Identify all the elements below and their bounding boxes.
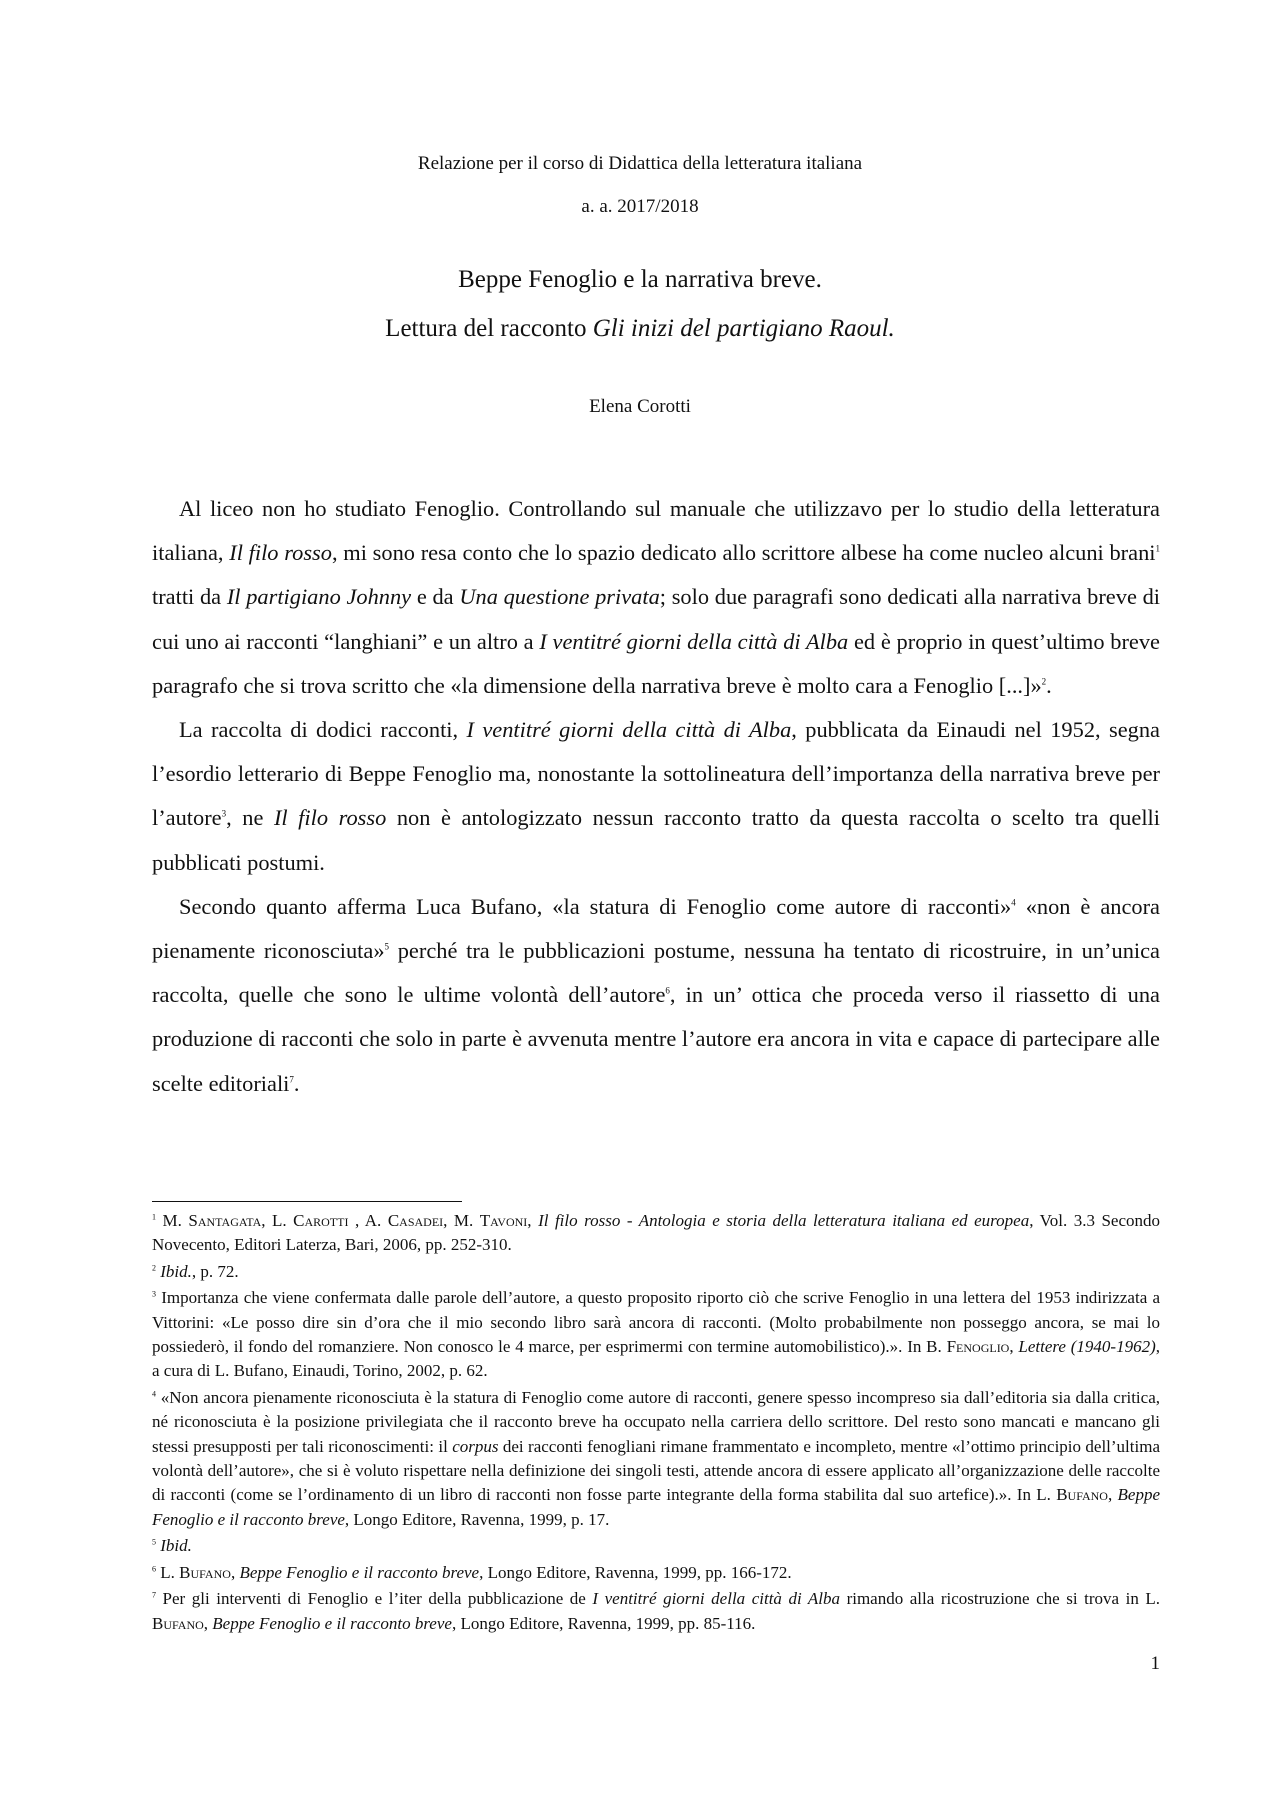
italic-title: Ibid. <box>160 1536 192 1556</box>
text-run: , Longo Editore, Ravenna, 1999, p. 17. <box>344 1509 610 1529</box>
italic-title: Beppe Fenoglio e il racconto breve <box>212 1613 452 1633</box>
text-run: , p. 72. <box>191 1261 239 1281</box>
text-run: La raccolta di dodici racconti, <box>179 717 467 743</box>
italic-title: I ventitré giorni della città di Alba <box>539 628 849 654</box>
text-run: , Vol. 3.3 Secondo Novecento, Editori Laterza, Bari, 2006, pp. 252-310. <box>152 1211 1161 1255</box>
footnote-ref: 1 <box>1155 543 1160 554</box>
text-run: tratti da <box>152 584 227 610</box>
text-run: , M. <box>443 1211 480 1230</box>
author-surname: Bufano <box>152 1613 204 1633</box>
footnote-number: 4 <box>152 1389 156 1399</box>
footnote-2 <box>152 1260 1160 1284</box>
footnote-number: 7 <box>152 1590 156 1600</box>
italic-title: I ventitré giorni della città di Alba <box>592 1589 841 1609</box>
italic-title: Il filo rosso - Antologia e storia della letteratura italiana ed europea <box>538 1211 1030 1230</box>
text-run: Al liceo non ho studiato Fenoglio. Controllando sul manuale che utilizzavo per lo studio della letteratura italiana, <box>152 496 1160 566</box>
text-run: , <box>527 1211 539 1230</box>
text-run: , ne <box>226 805 274 831</box>
footnote-ref: 2 <box>1041 676 1047 687</box>
text-run: . <box>1046 672 1052 698</box>
text-run: , mi sono resa conto che lo spazio dedicato allo scrittore albese ha come nucleo alcuni brani <box>331 540 1156 566</box>
footnote-number: 2 <box>152 1263 156 1273</box>
text-run: e da <box>411 584 460 610</box>
author-surname: Carotti <box>293 1211 349 1230</box>
paragraph-1 <box>152 487 1160 708</box>
footnote-ref: 3 <box>221 808 227 819</box>
italic-title: Una questione privata <box>459 584 660 610</box>
author-surname: Bufano <box>179 1562 231 1582</box>
text-run: , in un’ ottica che proceda verso il riassetto di una produzione di racconti che solo in parte è avvenuta mentre l’autore era ancora in vita e capace di partecipare alle scelte editoriali <box>152 982 1160 1096</box>
paragraph-3 <box>152 885 1160 1106</box>
footnote-3 <box>152 1286 1160 1384</box>
text-run: dei racconti fenogliani rimane frammentato e incompleto, mentre «l’ottimo principio dell’ultima volontà dell’autore», che si è voluto rispettare nella definizione dei singoli testi, attende ancora di essere applicato all’organizzazione delle raccolte di racconti (come se l’ordinamento di un libro di racconti non fosse parte integrante della forma stabilita dal suo artefice).». In L. <box>152 1436 1160 1505</box>
text-run: perché tra le pubblicazioni postume, nessuna ha tentato di ricostruire, in un’unica raccolta, quelle che sono le ultime volontà dell’autore <box>152 938 1160 1008</box>
italic-title: I ventitré giorni della città di Alba <box>466 717 792 743</box>
italic-title: Beppe Fenoglio e il racconto breve <box>152 1485 1161 1529</box>
footnote-number: 5 <box>152 1537 156 1547</box>
text-run: Importanza che viene confermata dalle parole dell’autore, a questo proposito riporto ciò che scrive Fenoglio in una lettera del 1953 indirizzata a Vittorini: «Le posso dire sin d’ora che il mio secondo libro sarà ancora di racconti. (Molto probabilmente non posseggo ancora, se mai lo possiederò, il fondo del romanziere. Non conosco le 4 marce, per esprimermi con termine automobilistico).». In B. <box>152 1288 1160 1357</box>
text-run: , Longo Editore, Ravenna, 1999, pp. 85-116. <box>451 1613 756 1633</box>
text-run: , pubblicata da Einaudi nel 1952, segna l’esordio letterario di Beppe Fenoglio ma, nonostante la sottolineatura dell’importanza della narrativa breve per l’autore <box>152 717 1160 831</box>
author-surname: Casadei <box>387 1211 444 1230</box>
footnote-number: 3 <box>152 1289 156 1299</box>
footnote-number: 1 <box>152 1212 156 1222</box>
author-surname: Fenoglio <box>946 1337 1010 1357</box>
footnote-5 <box>152 1534 1160 1558</box>
course-line: Relazione per il corso di Didattica della letteratura italiana <box>417 153 863 174</box>
title-line-2 <box>0 315 1280 343</box>
italic-title: Ibid. <box>160 1261 192 1281</box>
text-run: Secondo quanto afferma Luca Bufano, «la statura di Fenoglio come autore di racconti» <box>179 893 1012 919</box>
text-run: , A. <box>348 1211 388 1230</box>
footnote-ref: 7 <box>289 1074 294 1085</box>
text-run: «Non ancora pienamente riconosciuta è la statura di Fenoglio come autore di racconti, genere spesso incompreso sia dall’editoria sia dalla critica, né riconosciuta è la posizione privilegiata che il racconto breve ha occupato nella carriera dello scrittore. Del resto sono mancati e mancano gli stessi presupposti per tali riconoscimenti: il <box>152 1387 1160 1456</box>
text-run: , <box>1009 1337 1019 1357</box>
italic-word: corpus <box>452 1436 499 1456</box>
text-run: , <box>230 1562 240 1582</box>
footnote-ref: 5 <box>384 941 390 952</box>
text-run: L. <box>156 1562 180 1582</box>
title-line-1: Beppe Fenoglio e la narrativa breve. <box>458 266 822 293</box>
academic-year-line: a. a. 2017/2018 <box>581 196 699 217</box>
italic-title: Lettere (1940-1962) <box>1018 1337 1156 1357</box>
footnote-ref: 6 <box>665 985 670 996</box>
footnote-7 <box>152 1587 1160 1636</box>
title-line-2-prefix: Lettura del racconto <box>385 315 593 342</box>
text-run: non è antologizzato nessun racconto tratto da questa raccolta o scelto tra quelli pubblicati postumi. <box>152 805 1160 875</box>
body-text <box>152 487 1160 1106</box>
footnote-6 <box>152 1561 1160 1585</box>
author-surname: Santagata <box>188 1211 262 1230</box>
story-title: Gli inizi del partigiano Raoul. <box>592 315 895 342</box>
text-run: M. <box>156 1211 189 1230</box>
author-surname: Bufano <box>1056 1485 1108 1505</box>
footnote-ref: 4 <box>1011 897 1016 908</box>
text-run: Per gli interventi di Fenoglio e l’iter della pubblicazione de <box>156 1589 593 1609</box>
italic-title: Beppe Fenoglio e il racconto breve <box>239 1562 480 1582</box>
page-number: 1 <box>1150 1653 1160 1674</box>
text-run: ed è proprio in quest’ultimo breve paragrafo che si trova scritto che «la dimensione della narrativa breve è molto cara a Fenoglio [...]» <box>152 628 1160 698</box>
text-run: , L. <box>261 1211 294 1230</box>
footnote-1 <box>152 1209 1160 1258</box>
italic-title: Il filo rosso <box>229 540 332 566</box>
text-run: , Longo Editore, Ravenna, 1999, pp. 166-172. <box>479 1562 792 1582</box>
footnote-number: 6 <box>152 1564 156 1574</box>
text-run: , <box>1107 1485 1118 1505</box>
text-run: , a cura di L. Bufano, Einaudi, Torino, 2002, p. 62. <box>152 1337 1160 1381</box>
footnotes <box>152 1209 1160 1638</box>
author-surname: Tavoni <box>479 1211 528 1230</box>
text-run: rimando alla ricostruzione che si trova in L. <box>840 1589 1161 1609</box>
italic-title: Il partigiano Johnny <box>226 584 412 610</box>
footnote-4 <box>152 1386 1160 1532</box>
italic-title: Il filo rosso <box>273 805 387 831</box>
text-run: . <box>293 1070 300 1096</box>
paragraph-2 <box>152 708 1160 885</box>
text-run: ; solo due paragrafi sono dedicati alla narrativa breve di cui uno ai racconti “langhiani” e un altro a <box>152 584 1161 654</box>
author-name: Elena Corotti <box>589 396 691 417</box>
text-run: , <box>203 1613 213 1633</box>
footnote-separator <box>152 1201 462 1202</box>
text-run: «non è ancora pienamente riconosciuta» <box>152 893 1160 964</box>
